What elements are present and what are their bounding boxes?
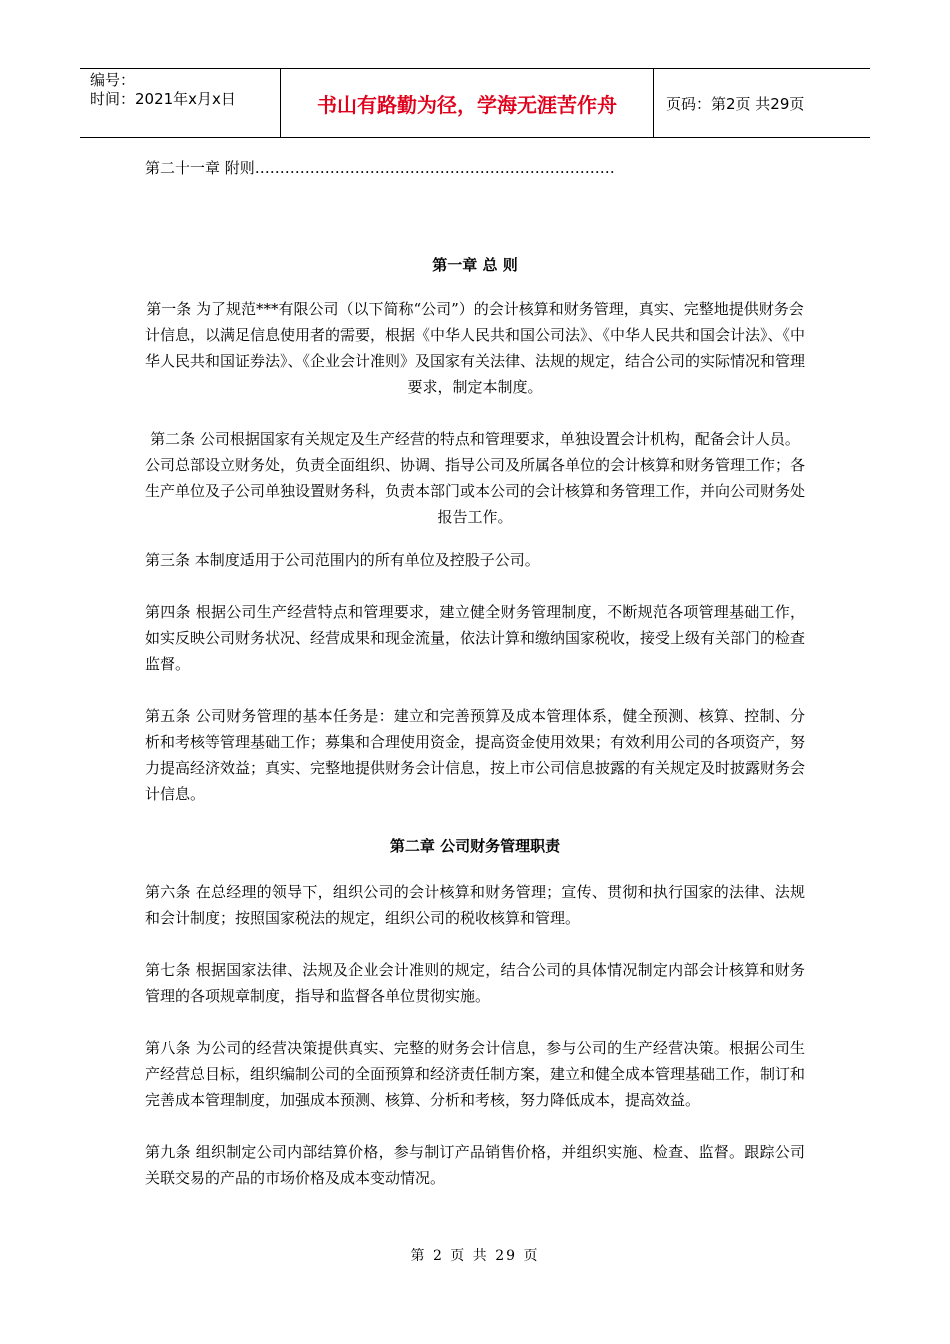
toc-line: 第二十一章 附则……………………………………………………………… [145, 159, 615, 177]
header-page-info: 页码：第2页 共29页 [666, 94, 805, 113]
document-time: 时间：2021年x月x日 [90, 90, 236, 108]
article-6: 第六条 在总经理的领导下，组织公司的会计核算和财务管理；宣传、贯彻和执行国家的法律、法规和会计制度；按照国家税法的规定，组织公司的税收核算和管理。 [145, 883, 805, 927]
document-number: 编号： [90, 71, 136, 89]
article-4: 第四条 根据公司生产经营特点和管理要求，建立健全财务管理制度，不断规范各项管理基础工作，如实反映公司财务状况、经营成果和现金流量，依法计算和缴纳国家税收，接受上级有关部门的检查监督。 [145, 603, 806, 673]
article-2: 第二条 公司根据国家有关规定及生产经营的特点和管理要求，单独设置会计机构，配备会计人员。公司总部设立财务处，负责全面组织、协调、指导公司及所属各单位的会计核算和财务管理工作；各生产单位及子公司单独设置财务科，负责本部门或本公司的会计核算和务管理工作，并向公司财务处报告工作。 [145, 430, 806, 526]
page-footer: 第 2 页 共 29 页 [410, 1248, 540, 1264]
article-7: 第七条 根据国家法律、法规及企业会计准则的规定，结合公司的具体情况制定内部会计核算和财务管理的各项规章制度，指导和监督各单位贯彻实施。 [145, 961, 805, 1005]
article-9: 第九条 组织制定公司内部结算价格，参与制订产品销售价格，并组织实施、检查、监督。跟踪公司关联交易的产品的市场价格及成本变动情况。 [145, 1143, 805, 1187]
article-1: 第一条 为了规范***有限公司（以下简称“公司”）的会计核算和财务管理，真实、完整地提供财务会计信息，以满足信息使用者的需要，根据《中华人民共和国公司法》、《中华人民共和国会计法》、《中华人民共和国证券法》、《企业会计准则》及国家有关法律、法规的规定，结合公司的实际情况和管理要求，制定本制度。 [145, 300, 806, 396]
article-5: 第五条 公司财务管理的基本任务是：建立和完善预算及成本管理体系，健全预测、核算、控制、分析和考核等管理基础工作；募集和合理使用资金，提高资金使用效果；有效利用公司的各项资产，努力提高经济效益；真实、完整地提供财务会计信息，按上市公司信息披露的有关规定及时披露财务会计信息。 [145, 707, 806, 803]
chapter-heading-2: 第二章 公司财务管理职责 [389, 837, 561, 855]
header-motto: 书山有路勤为径，学海无涯苦作舟 [280, 69, 654, 137]
article-3: 第三条 本制度适用于公司范围内的所有单位及控股子公司。 [145, 551, 540, 569]
article-8: 第八条 为公司的经营决策提供真实、完整的财务会计信息，参与公司的生产经营决策。根据公司生产经营总目标，组织编制公司的全面预算和经济责任制方案，建立和健全成本管理基础工作，制订和完善成本管理制度，加强成本预测、核算、分析和考核，努力降低成本，提高效益。 [145, 1039, 806, 1109]
page-header [80, 68, 870, 138]
chapter-heading-1: 第一章 总 则 [432, 256, 518, 274]
document-body [145, 155, 805, 1191]
header-meta [80, 69, 280, 137]
